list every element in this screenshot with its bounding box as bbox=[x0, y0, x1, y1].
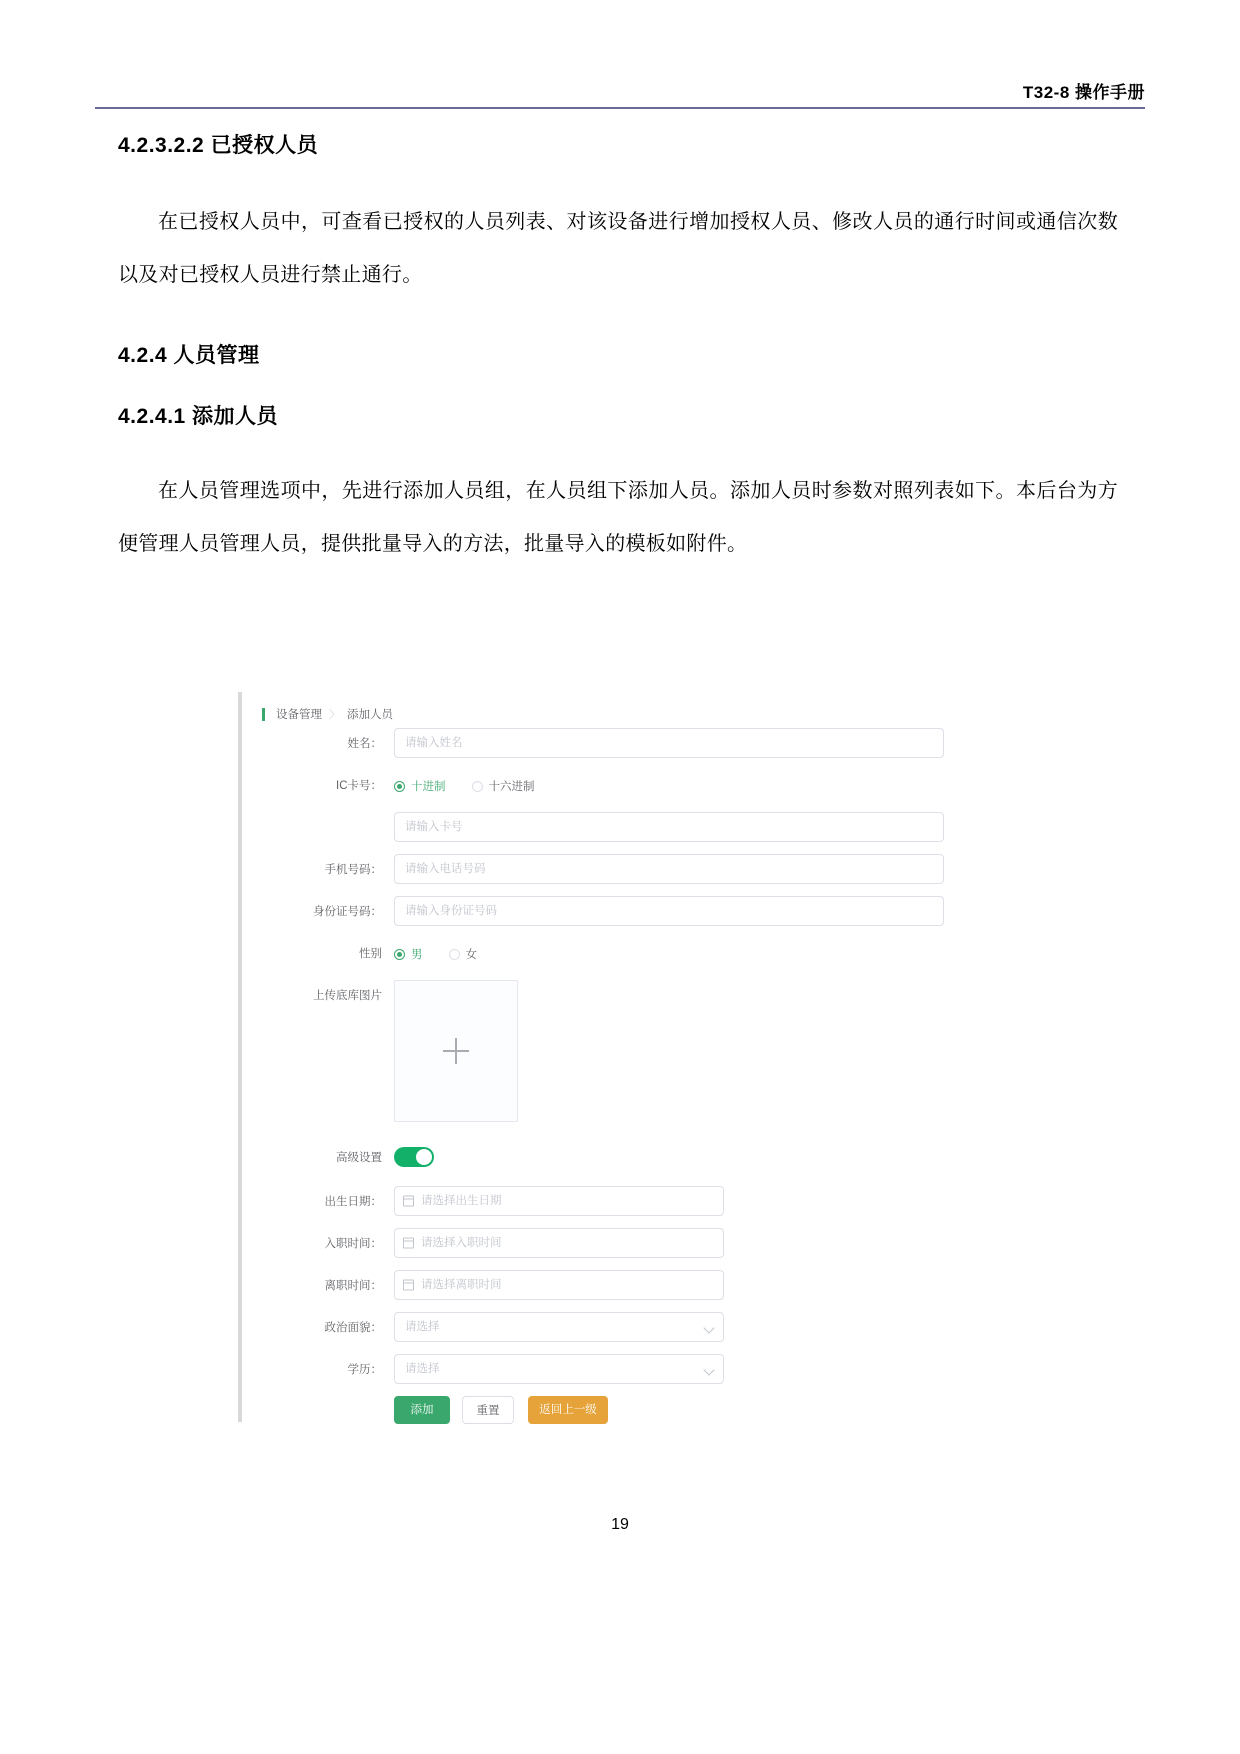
id-card-input[interactable]: 请输入身份证号码 bbox=[394, 896, 944, 926]
form-row-id-card bbox=[252, 896, 988, 928]
phone-label: 手机号码： bbox=[324, 864, 382, 876]
radio-decimal[interactable] bbox=[394, 778, 446, 794]
education-value: 请选择 bbox=[405, 1363, 440, 1375]
hire-date-placeholder: 请选择入职时间 bbox=[421, 1237, 502, 1249]
radio-dot-icon bbox=[472, 781, 483, 792]
name-input[interactable]: 请输入姓名 bbox=[394, 728, 944, 758]
leave-date-field-wrap bbox=[394, 1270, 724, 1300]
form-row-political-status bbox=[252, 1312, 988, 1344]
breadcrumb bbox=[262, 706, 393, 722]
heading-4-2-4-1: 4.2.4.1 添加人员 bbox=[118, 405, 279, 428]
radio-male-label: 男 bbox=[411, 949, 423, 961]
page-number: 19 bbox=[611, 1516, 629, 1533]
upload-image-dropzone[interactable] bbox=[394, 980, 518, 1122]
form-row-hire-date bbox=[252, 1228, 988, 1260]
form-actions bbox=[252, 1396, 988, 1428]
ic-card-field-wrap bbox=[394, 812, 944, 842]
leave-date-label: 离职时间： bbox=[324, 1280, 382, 1292]
page-header: T32-8 操作手册 bbox=[1022, 83, 1145, 102]
radio-female-label: 女 bbox=[465, 949, 477, 961]
leave-date-placeholder: 请选择离职时间 bbox=[421, 1279, 502, 1291]
phone-input[interactable]: 请输入电话号码 bbox=[394, 854, 944, 884]
political-status-value: 请选择 bbox=[405, 1321, 440, 1333]
figure-add-person-screenshot bbox=[238, 692, 988, 1422]
hire-date-label: 入职时间： bbox=[324, 1238, 382, 1250]
education-label: 学历： bbox=[347, 1364, 382, 1376]
form-row-leave-date bbox=[252, 1270, 988, 1302]
radio-dot-icon bbox=[394, 781, 405, 792]
birth-date-field-wrap bbox=[394, 1186, 724, 1216]
political-status-select[interactable] bbox=[394, 1312, 724, 1342]
app-window bbox=[252, 692, 988, 1422]
political-status-field-wrap bbox=[394, 1312, 724, 1342]
chevron-down-icon bbox=[703, 1322, 714, 1333]
calendar-icon bbox=[403, 1238, 414, 1249]
chevron-down-icon bbox=[703, 1364, 714, 1375]
phone-field-wrap bbox=[394, 854, 944, 884]
radio-decimal-label: 十进制 bbox=[411, 781, 446, 793]
plus-icon bbox=[443, 1038, 469, 1064]
gender-label: 性别 bbox=[359, 948, 382, 960]
birth-date-input[interactable] bbox=[394, 1186, 724, 1216]
back-button[interactable]: 返回上一级 bbox=[528, 1396, 608, 1424]
form-row-education bbox=[252, 1354, 988, 1386]
ic-card-radio-group bbox=[394, 770, 535, 802]
toggle-knob bbox=[416, 1149, 432, 1165]
heading-4-2-3-2-2: 4.2.3.2.2 已授权人员 bbox=[118, 134, 319, 157]
chevron-right-icon: 〉 bbox=[329, 709, 340, 721]
id-card-label: 身份证号码： bbox=[313, 906, 382, 918]
education-select[interactable] bbox=[394, 1354, 724, 1384]
form-row-upload bbox=[252, 980, 988, 1130]
upload-label: 上传底库图片 bbox=[313, 990, 382, 1002]
paragraph-authorized-personnel: 在已授权人员中，可查看已授权的人员列表、对该设备进行增加授权人员、修改人员的通行时间或通信次数以及对已授权人员进行禁止通行。 bbox=[118, 210, 1118, 286]
add-button[interactable]: 添加 bbox=[394, 1396, 450, 1424]
id-card-field-wrap bbox=[394, 896, 944, 926]
form-row-phone bbox=[252, 854, 988, 886]
radio-female[interactable] bbox=[449, 946, 478, 962]
calendar-icon bbox=[403, 1280, 414, 1291]
add-person-form bbox=[252, 728, 988, 1428]
form-row-advanced-settings bbox=[252, 1142, 988, 1172]
ic-card-input[interactable]: 请输入卡号 bbox=[394, 812, 944, 842]
leave-date-input[interactable] bbox=[394, 1270, 724, 1300]
form-row-ic-card-type bbox=[252, 770, 988, 802]
birth-date-placeholder: 请选择出生日期 bbox=[421, 1195, 502, 1207]
document-content bbox=[118, 130, 1118, 571]
radio-hex-label: 十六进制 bbox=[488, 781, 535, 793]
form-row-birth-date bbox=[252, 1186, 988, 1218]
advanced-settings-label: 高级设置 bbox=[336, 1152, 382, 1164]
name-field-wrap bbox=[394, 728, 944, 758]
breadcrumb-accent-bar bbox=[262, 708, 265, 721]
header-divider bbox=[95, 107, 1145, 109]
form-row-name bbox=[252, 728, 988, 760]
paragraph-add-personnel: 在人员管理选项中，先进行添加人员组，在人员组下添加人员。添加人员时参数对照列表如下。本后台为方便管理人员管理人员，提供批量导入的方法，批量导入的模板如附件。 bbox=[118, 479, 1118, 555]
radio-dot-icon bbox=[449, 949, 460, 960]
figure-left-border bbox=[238, 692, 242, 1422]
hire-date-field-wrap bbox=[394, 1228, 724, 1258]
advanced-switch-wrap bbox=[394, 1142, 434, 1167]
radio-dot-icon bbox=[394, 949, 405, 960]
political-status-label: 政治面貌： bbox=[324, 1322, 382, 1334]
reset-button[interactable]: 重置 bbox=[462, 1396, 514, 1424]
ic-card-label: IC卡号： bbox=[336, 780, 382, 792]
form-row-gender bbox=[252, 938, 988, 970]
name-label: 姓名： bbox=[347, 738, 382, 750]
advanced-settings-toggle[interactable] bbox=[394, 1147, 434, 1167]
form-row-ic-card-number bbox=[252, 812, 988, 844]
hire-date-input[interactable] bbox=[394, 1228, 724, 1258]
heading-4-2-4: 4.2.4 人员管理 bbox=[118, 343, 260, 367]
radio-male[interactable] bbox=[394, 946, 423, 962]
radio-hex[interactable] bbox=[472, 778, 535, 794]
calendar-icon bbox=[403, 1196, 414, 1207]
birth-date-label: 出生日期： bbox=[324, 1196, 382, 1208]
breadcrumb-item-device-management[interactable]: 设备管理 bbox=[276, 709, 322, 721]
education-field-wrap bbox=[394, 1354, 724, 1384]
gender-radio-group bbox=[394, 938, 477, 970]
breadcrumb-item-add-person: 添加人员 bbox=[347, 709, 393, 721]
